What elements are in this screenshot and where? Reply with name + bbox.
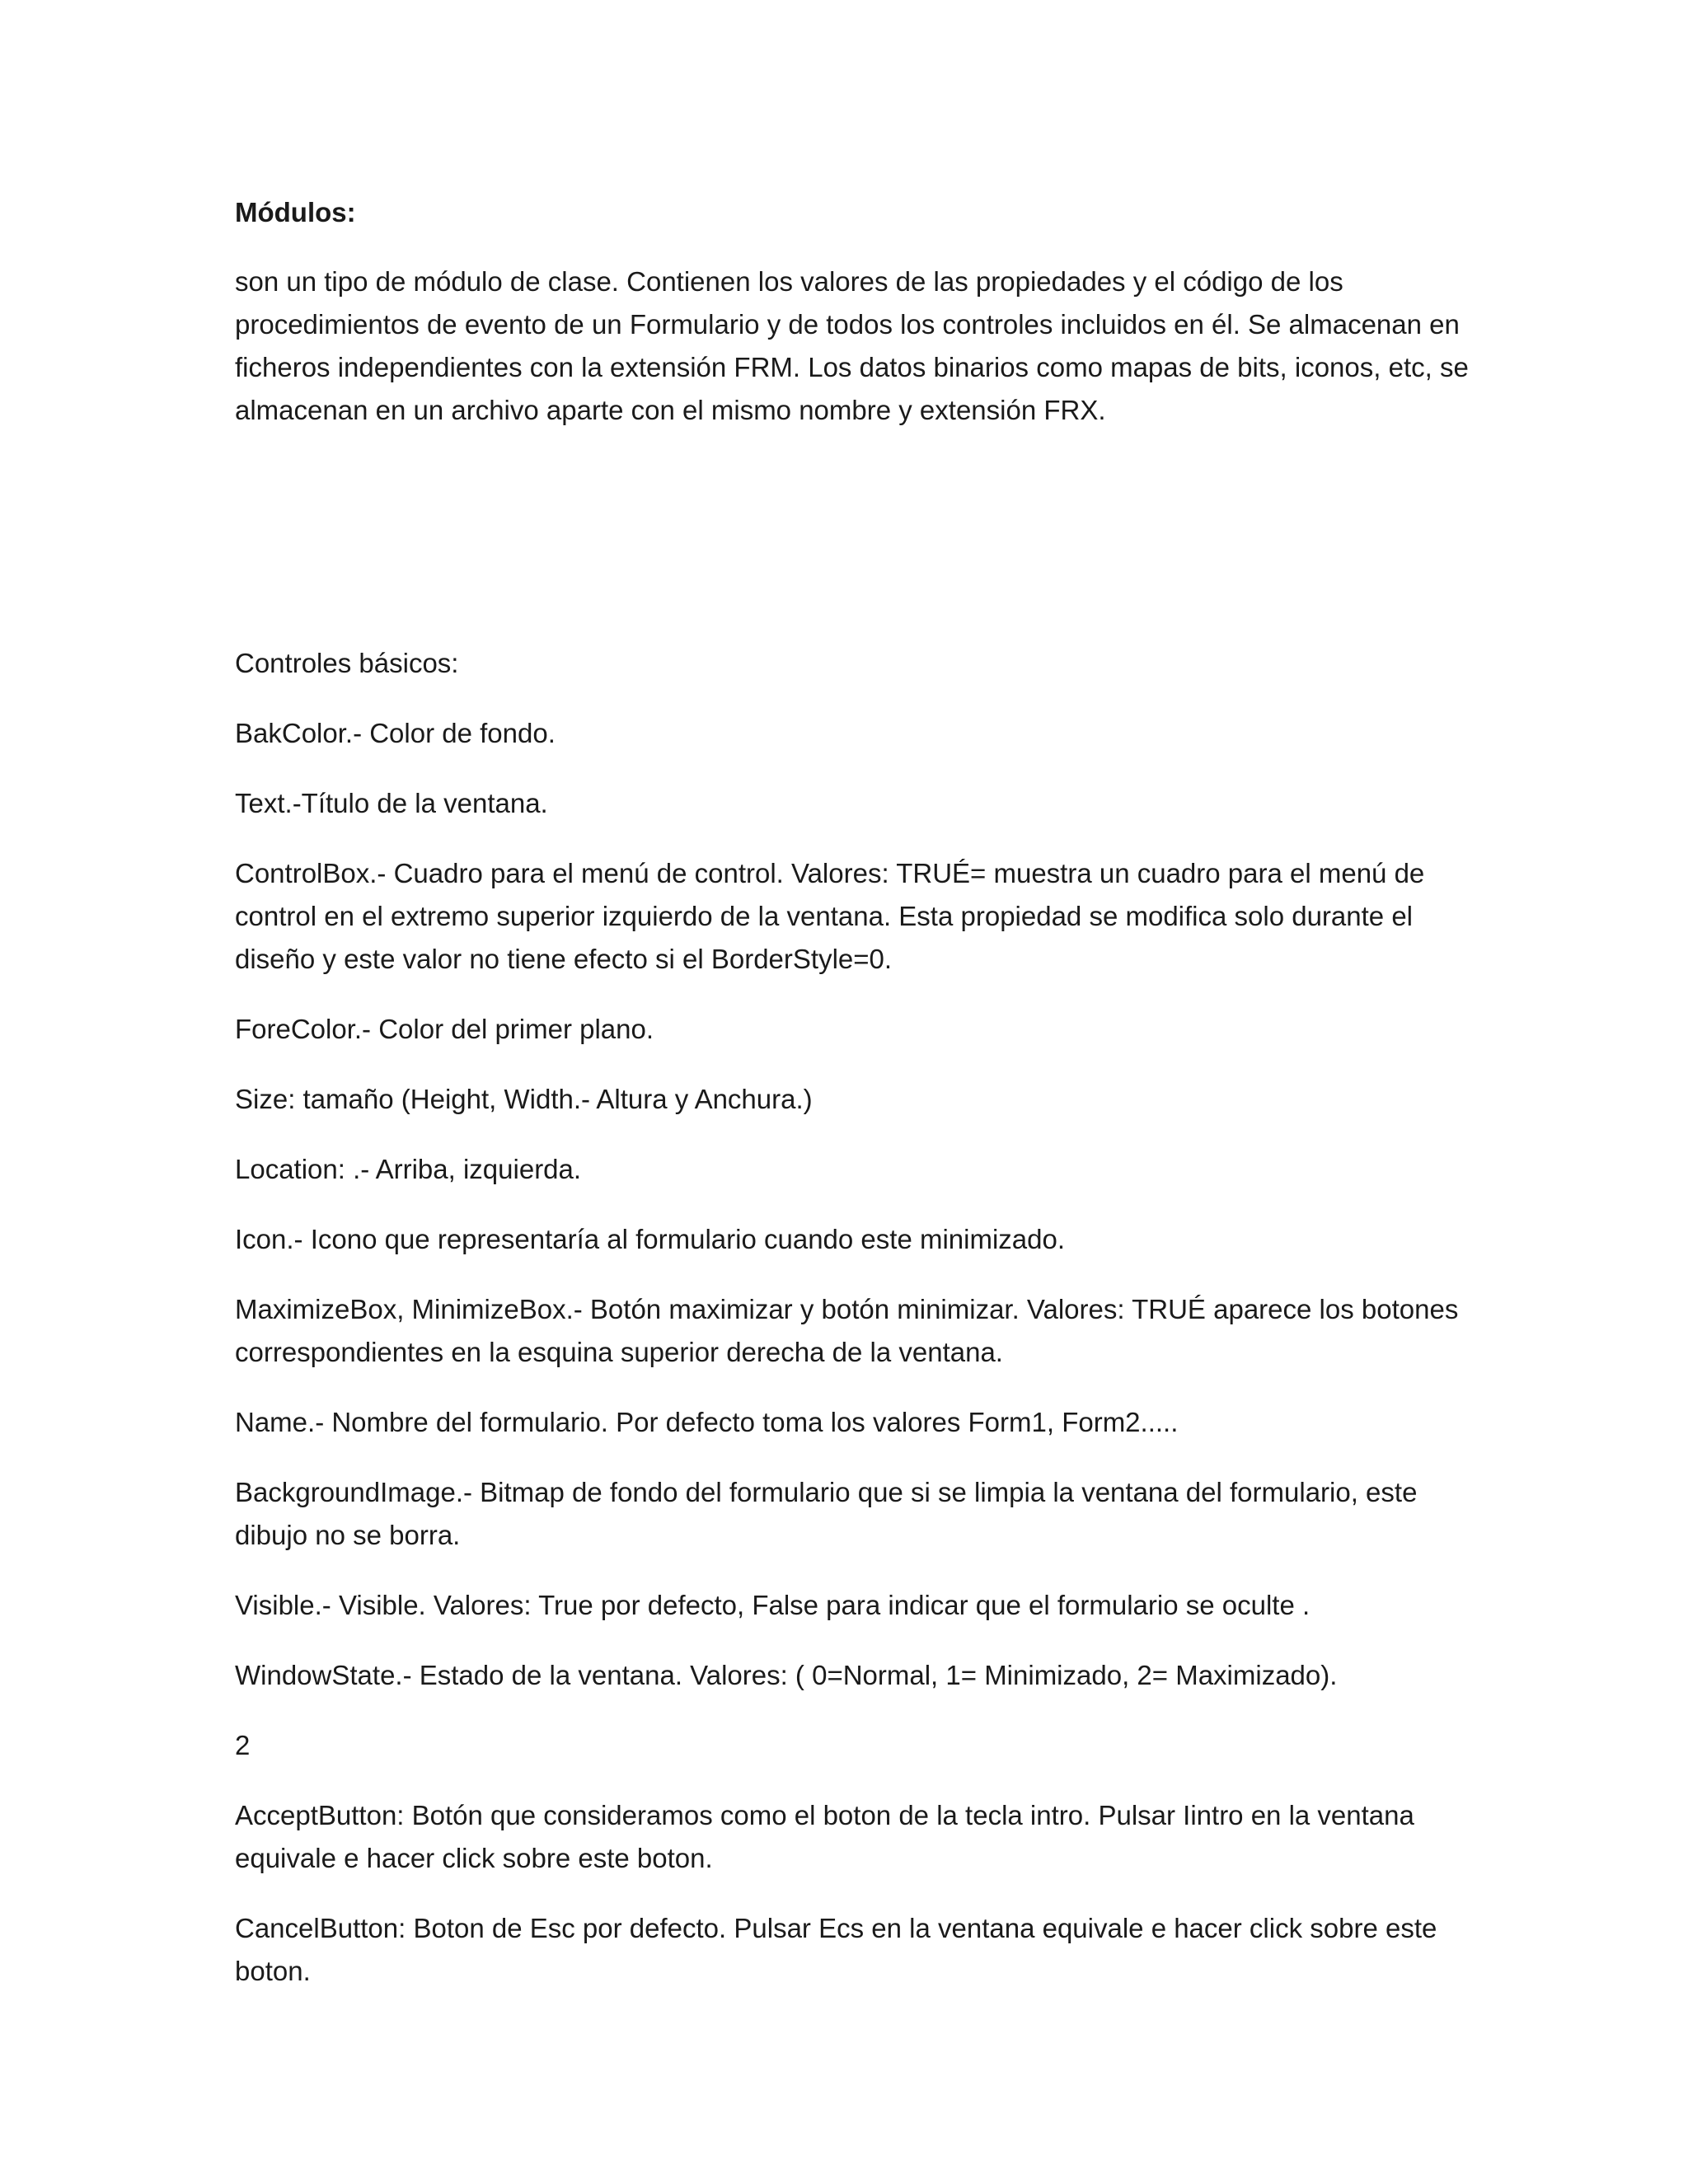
property-icon: Icon.- Icono que representaría al formulario cuando este minimizado.: [235, 1224, 1066, 1254]
blank-space: [235, 459, 1471, 642]
property-forecolor: ForeColor.- Color del primer plano.: [235, 1014, 654, 1044]
property-maximize-minimize: MaximizeBox, MinimizeBox.- Botón maximizar y botón minimizar. Valores: TRUÉ aparece los botones correspondientes en la esquina superior derecha de la ventana.: [235, 1294, 1459, 1367]
property-location: Location: .- Arriba, izquierda.: [235, 1154, 582, 1184]
intro-paragraph: son un tipo de módulo de clase. Contienen los valores de las propiedades y el código de los procedimientos de evento de un Formulario y de todos los controles incluidos en él. Se almacenan en ficheros independientes con la extensión FRM. Los datos binarios como mapas de bits, iconos, etc, se almacenan en un archivo aparte con el mismo nombre y extensión FRX.: [235, 266, 1469, 425]
property-controlbox: ControlBox.- Cuadro para el menú de control. Valores: TRUÉ= muestra un cuadro para el menú de control en el extremo superior izquierdo de la ventana. Esta propiedad se modifica solo durante el diseño y este valor no tiene efecto si el BorderStyle=0.: [235, 858, 1425, 974]
property-windowstate: WindowState.- Estado de la ventana. Valores: ( 0=Normal, 1= Minimizado, 2= Maximizado).: [235, 1660, 1338, 1690]
property-text: Text.-Título de la ventana.: [235, 788, 548, 818]
property-size: Size: tamaño (Height, Width.- Altura y Anchura.): [235, 1084, 813, 1114]
property-cancelbutton: CancelButton: Boton de Esc por defecto. Pulsar Ecs en la ventana equivale e hacer click sobre este boton.: [235, 1913, 1437, 1986]
property-acceptbutton: AcceptButton: Botón que consideramos como el boton de la tecla intro. Pulsar Iintro en la ventana equivale e hacer click sobre este boton.: [235, 1800, 1414, 1873]
section-heading: Módulos:: [235, 197, 356, 227]
controls-heading: Controles básicos:: [235, 648, 459, 678]
property-backcolor: BakColor.- Color de fondo.: [235, 718, 556, 748]
page-number-marker: 2: [235, 1730, 251, 1760]
property-name: Name.- Nombre del formulario. Por defecto toma los valores Form1, Form2.....: [235, 1407, 1179, 1437]
document-body: [235, 191, 1471, 2020]
property-backgroundimage: BackgroundImage.- Bitmap de fondo del formulario que si se limpia la ventana del formulario, este dibujo no se borra.: [235, 1477, 1418, 1550]
property-visible: Visible.- Visible. Valores: True por defecto, False para indicar que el formulario se oculte .: [235, 1590, 1311, 1620]
